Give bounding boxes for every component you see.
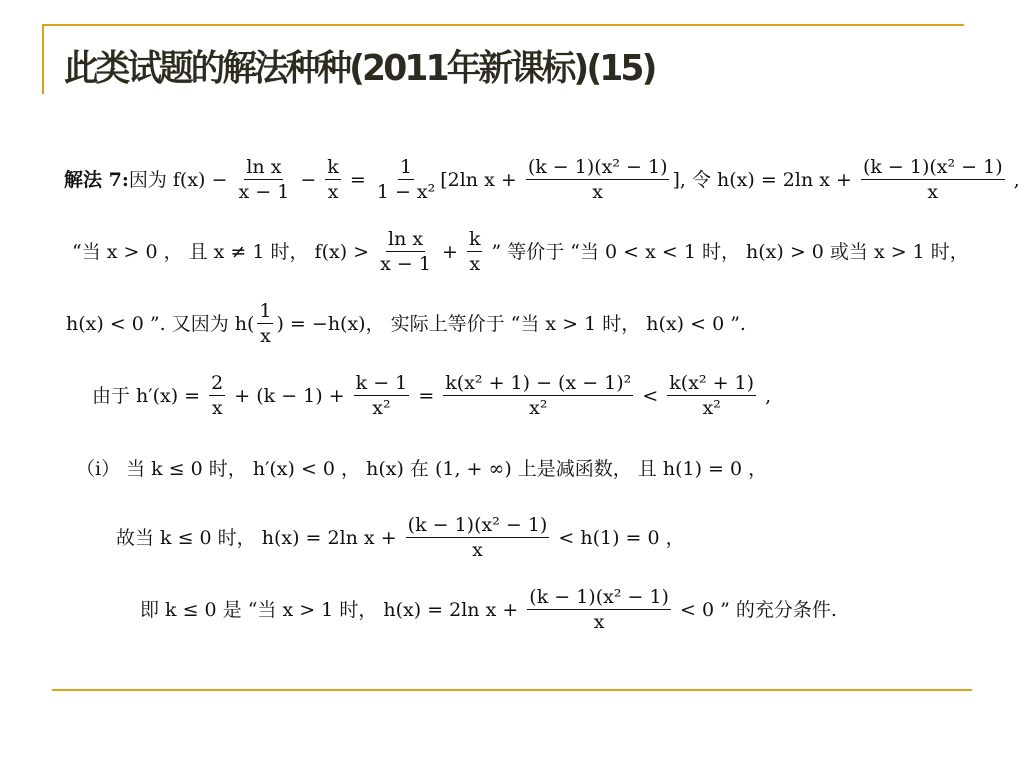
solution-line-1 [64,158,1020,202]
text-segment: 因为 f(x) − [128,168,234,191]
numerator: (k − 1)(x² − 1) [862,156,1003,178]
fraction [527,588,671,632]
numerator: (k − 1)(x² − 1) [407,514,548,536]
numerator: ln x [388,228,424,250]
fraction [526,158,670,202]
text-segment: ” 等价于 “当 0 < x < 1 时， h(x) > 0 或当 x > 1 时， [485,240,969,263]
text-segment: “当 x > 0 ， 且 x ≠ 1 时， f(x) > [72,240,376,263]
solution-label: 解法 7: [64,168,129,191]
text-segment: ) = −h(x)， 实际上等价于 “当 x > 1 时， h(x) < 0 ”. [276,312,746,335]
numerator: (k − 1)(x² − 1) [529,586,669,608]
text-segment: + [435,240,464,263]
text-segment: （i） 当 k ≤ 0 时， h′(x) < 0 ， h(x) 在 (1, + ∞) 上是减函数， 且 h(1) = 0 ， [76,458,768,480]
fraction [378,230,433,274]
denominator: x² [529,397,548,419]
solution-line-5 [76,460,767,479]
numerator: (k − 1)(x² − 1) [527,156,668,178]
denominator: x [472,539,483,561]
numerator: 2 [211,372,224,394]
solution-line-2 [72,230,969,274]
denominator: x [593,611,605,633]
fraction [667,374,756,418]
fraction [861,158,1005,202]
text-segment: − [294,168,323,191]
fraction [257,302,273,346]
text-segment: = [412,384,441,407]
footer-rule [52,689,972,691]
numerator: k [468,228,481,250]
text-segment: 故当 k ≤ 0 时， h(x) = 2ln x + [116,526,403,549]
numerator: k(x² + 1) [669,372,755,394]
fraction [354,374,410,418]
solution-line-3 [66,302,746,346]
denominator: x [927,181,939,203]
denominator: x [592,181,603,203]
denominator: x − 1 [380,253,431,275]
denominator: 1 − x² [376,181,436,203]
denominator: x² [702,397,721,419]
solution-line-6 [116,516,685,560]
text-segment: < 0 ” 的充分条件. [673,598,837,621]
title-left-rule [42,24,44,94]
fraction [375,158,437,202]
text-segment: < h(1) = 0 ， [552,526,685,549]
numerator: k(x² + 1) − (x − 1)² [445,372,632,394]
text-segment: ], 令 h(x) = 2ln x + [672,168,858,191]
denominator: x [260,325,271,347]
denominator: x [211,397,223,419]
denominator: x [469,253,481,275]
numerator: k [327,156,339,178]
slide-title: 此类试题的解法种种(2011年新课标)(15) [64,48,655,89]
solution-line-4 [92,374,771,418]
denominator: x² [372,397,391,419]
fraction [209,374,225,418]
text-segment: + (k − 1) + [228,384,351,407]
numerator: ln x [246,156,282,178]
denominator: x − 1 [238,181,290,203]
numerator: 1 [399,156,413,178]
text-segment: , [1007,168,1020,191]
fraction [325,158,341,202]
solution-line-7 [140,588,837,632]
text-segment: , [759,384,772,407]
text-segment: h(x) < 0 ”. 又因为 h( [66,312,255,335]
fraction [467,230,483,274]
fraction [406,516,550,560]
numerator: k − 1 [355,372,408,394]
denominator: x [327,181,339,203]
text-segment: < [636,384,665,407]
fraction [443,374,633,418]
text-segment: 由于 h′(x) = [92,384,207,407]
text-segment: [2ln x + [440,168,523,191]
fraction [236,158,291,202]
text-segment: 即 k ≤ 0 是 “当 x > 1 时， h(x) = 2ln x + [140,598,525,621]
title-top-rule [42,24,964,26]
text-segment: = [343,168,372,191]
numerator: 1 [259,300,272,322]
